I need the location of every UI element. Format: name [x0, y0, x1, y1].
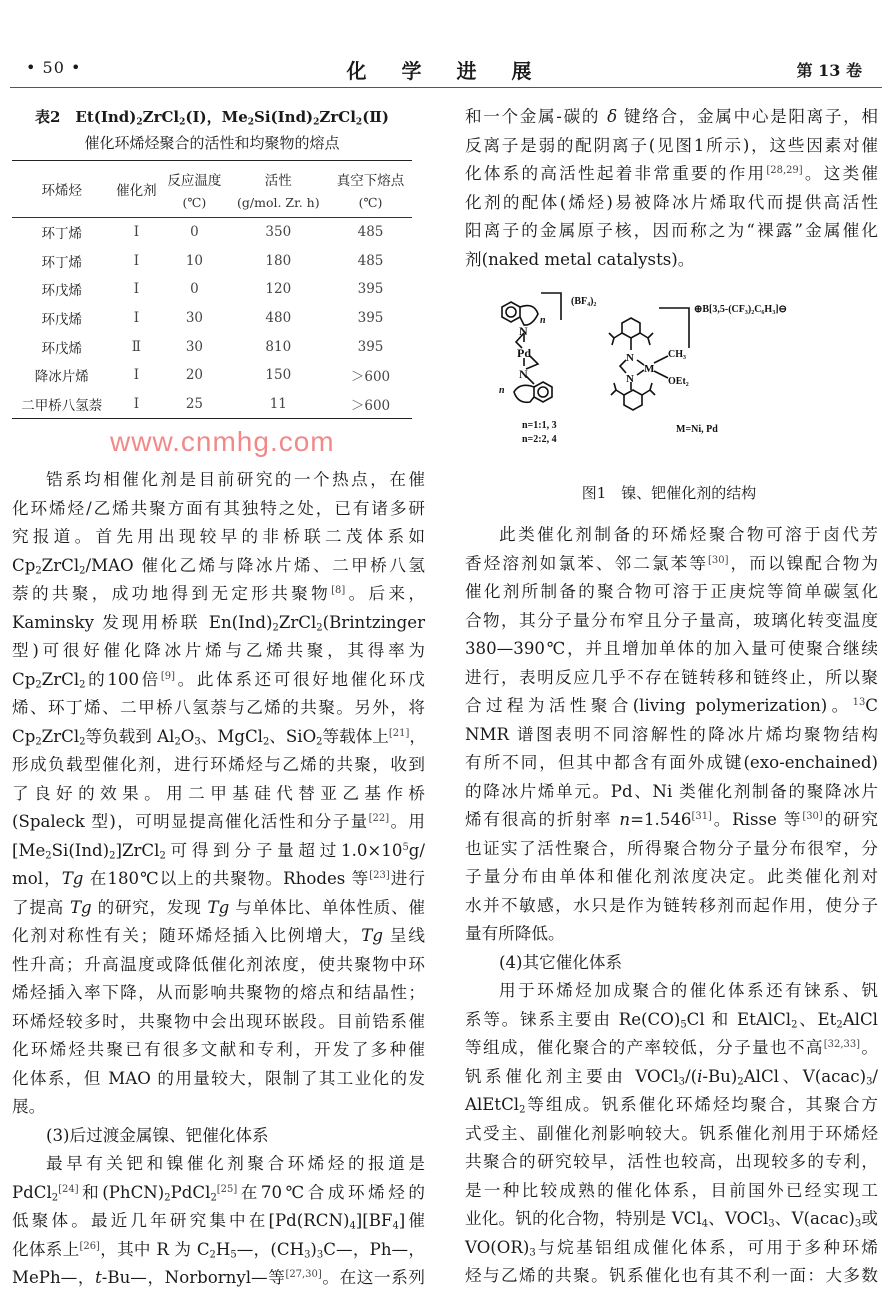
text-line: 反离子是弱的配阴离子(见图1所示)，这些因素对催	[465, 135, 878, 155]
table-row	[12, 390, 412, 419]
text-line: 烃与乙烯的共聚。钒系催化也有其不利一面：大多数	[465, 1266, 878, 1285]
table-cell: 395	[357, 338, 384, 355]
legend-n1: n=1:1, 3	[522, 420, 557, 431]
text-line: 此类催化剂制备的环烯烃聚合物可溶于卤代芳	[499, 525, 878, 544]
text-line: 究报道。首先用出现较早的非桥联二茂体系如	[12, 527, 425, 546]
column-unit: (g/mol. Zr. h)	[237, 194, 320, 210]
text-line: 阳离子的金属原子核，因而称之为“裸露”金属催化	[465, 221, 878, 240]
benzene-ring-upper	[502, 302, 520, 322]
table-row	[12, 361, 412, 390]
text-line: 进行，表明反应几乎不存在链转移和链终止，所以聚	[465, 667, 878, 687]
text-line: 性升高；升高温度或降低催化剂浓度，使共聚物中环	[12, 954, 425, 974]
text-line: 剂(naked metal catalysts)。	[465, 249, 695, 269]
text-line: (Spaleck 型)，可明显提高催化活性和分子量[22]。用	[12, 812, 425, 831]
table-cell: Ⅱ	[131, 338, 141, 355]
column-label: 环烯烃	[41, 183, 82, 199]
table-cell: 环戊烯	[41, 283, 82, 300]
text-line: 的降冰片烯单元。Pd、Ni 类催化剂制备的聚降冰片	[465, 781, 878, 801]
table-cell: 降冰片烯	[34, 369, 89, 386]
text-line: MePh—，t-Bu—，Norbornyl—等[27,30]。在这一系列	[12, 1268, 426, 1287]
table-cell: 120	[265, 281, 292, 298]
text-line: 化剂对称性有关；随环烯烃插入比例增大，Tg 呈线	[12, 926, 426, 945]
column-header	[112, 161, 162, 218]
text-line: 业化。钒的化合物，特别是 VCl$_4$、VOCl$_3$、$V(acac)_3$或	[465, 1209, 879, 1230]
text-line: 和一个金属-碳的 δ 键络合，金属中心是阳离子，相	[465, 107, 878, 126]
text-line: $[Me_2Si(Ind)_2]ZrCl_2$可得到分子量超过$1.0\times 10^5g/$	[12, 840, 425, 861]
table-cell: Ⅰ	[133, 281, 140, 298]
table-cell: ＞600	[350, 397, 391, 414]
column-label: 活性	[264, 172, 292, 189]
table-cell: 环丁烯	[41, 254, 82, 271]
text-line: 烯、环丁烯、二甲桥八氢萘与乙烯的共聚。另外，将	[12, 698, 425, 717]
table-cell: Ⅰ	[133, 395, 140, 412]
benzene-ring-lower	[534, 382, 552, 402]
table-cell: 20	[185, 367, 203, 384]
table-cell: 0	[190, 281, 199, 298]
n-upper-label: n	[540, 315, 546, 326]
column-label: 催化剂	[116, 183, 157, 199]
table-cell: 环丁烯	[41, 226, 82, 243]
bracket-right	[659, 308, 689, 348]
text-line: 催化剂所制备的聚合物可溶于正庚烷等简单碳氢化	[465, 582, 878, 601]
text-line: 钒系催化剂主要由 $VOCl_3/(i-Bu)_2AlCl$、$V(acac)_3/$	[465, 1066, 878, 1087]
table-cell: 环戊烯	[41, 311, 82, 328]
column-header	[329, 161, 412, 218]
text-line: 化体系的高活性起着非常重要的作用[28,29]。这类催	[465, 164, 879, 183]
text-line: $VO(OR)_3$与烷基铝组成催化体系，可用于多种环烯	[465, 1237, 878, 1258]
table-cell: 25	[185, 395, 203, 412]
column-label: 真空下熔点	[336, 172, 405, 189]
text-line: 型)可很好催化降冰片烯与乙烯共聚，其得率为	[12, 641, 425, 660]
table-cell: 环戊烯	[41, 340, 82, 357]
five-ring-lower	[514, 385, 534, 402]
right-column-text-bottom	[465, 521, 878, 1291]
text-line: mol，Tg 在180℃以上的共聚物。Rhodes 等[23]进行	[12, 869, 425, 888]
page-number: • 50 •	[26, 58, 82, 77]
table-row	[12, 304, 412, 333]
column-unit: (℃)	[358, 194, 383, 210]
atom-pd: Pd	[517, 346, 532, 360]
table-cell: 30	[185, 309, 203, 326]
table-cell: Ⅰ	[133, 252, 140, 269]
figure-caption: 图1 镍、钯催化剂的结构	[581, 484, 757, 502]
text-line: 量有所降低。	[465, 924, 565, 943]
data-table	[12, 160, 412, 419]
table-cell: 10	[185, 252, 203, 269]
left-column-text	[12, 466, 425, 1293]
table-row	[12, 332, 412, 361]
atom-n-top: N	[626, 352, 634, 364]
atom-m: M	[644, 363, 655, 375]
text-line: 水并不敏感，水只是作为链转移剂而起作用，使分子	[465, 895, 878, 915]
column-header	[161, 161, 227, 218]
table-cell: Ⅰ	[133, 367, 140, 384]
text-line: 香烃溶剂如氯苯、邻二氯苯等[30]，而以镍配合物为	[465, 553, 879, 573]
table-cell: 485	[357, 252, 384, 269]
text-line: $Cp_2ZrCl_2$/MAO 催化乙烯与降冰片烯、二甲桥八氢	[12, 555, 425, 576]
table-row	[12, 275, 412, 304]
column-header	[12, 161, 112, 218]
text-line: 等组成，催化聚合的产率较低，分子量也不高[32,33]。	[465, 1038, 879, 1057]
text-line: 烯烃插入率下降，从而影响共聚物的熔点和结晶性；	[12, 983, 425, 1002]
ligand-ch3: CH₃	[668, 349, 686, 360]
text-line: 化体系，但 MAO 的用量较大，限制了其工业化的发	[12, 1068, 425, 1088]
column-header	[228, 161, 329, 218]
legend-metal: M=Ni, Pd	[676, 424, 718, 435]
text-line: 380—390℃，并且增加单体的加入量可使聚合继续	[465, 639, 878, 658]
text-line: 也证实了活性聚合，所得聚合物分子量分布很窄，分	[465, 838, 878, 858]
table-title-line-1: 表2 $Et(Ind)_2ZrCl_2(Ⅰ)$，$Me_2Si(Ind)_2ZrCl_2(Ⅱ)$	[34, 108, 390, 128]
table-cell: 11	[269, 395, 287, 412]
aryl-ring-upper	[622, 318, 640, 338]
table-caption	[12, 104, 412, 156]
ligand-oet2: OEt₂	[668, 376, 689, 387]
table-cell: Ⅰ	[133, 309, 140, 326]
text-line: 展。	[12, 1097, 46, 1116]
table-cell: 350	[265, 224, 292, 241]
atom-n-lower: N	[519, 367, 528, 381]
table-row	[12, 218, 412, 247]
atom-n-bottom: N	[626, 373, 634, 385]
table-cell: Ⅰ	[133, 224, 140, 241]
text-line: 形成负载型催化剂，进行环烯烃与乙烯的共聚，收到	[12, 755, 425, 774]
legend-n2: n=2:2, 4	[522, 434, 557, 445]
text-line: 环烯烃较多时，共聚物中会出现环嵌段。目前锆系催	[12, 1011, 425, 1031]
section-heading: (4)其它催化体系	[499, 952, 623, 972]
text-line: 子量分布由单体和催化剂浓度决定。此类催化剂对	[465, 867, 878, 886]
text-line: 化剂的配体(烯烃)易被降冰片烯取代而提供高活性	[465, 192, 878, 212]
table-cell: 485	[357, 224, 384, 241]
counter-ion-bf4: (BF₄)₂	[571, 296, 597, 307]
text-line: 共聚合的研究较早，活性也较高，出现较多的专利，	[465, 1152, 878, 1171]
section-heading: (3)后过渡金属镍、钯催化体系	[46, 1125, 269, 1145]
table-cell: 395	[357, 281, 384, 298]
text-line: Kaminsky 发现用桥联 $En(Ind)_2ZrCl_2(Brintzinger$	[12, 612, 425, 633]
table-cell: 30	[185, 338, 203, 355]
column-label: 反应温度	[167, 172, 222, 189]
text-line: 萘的共聚，成功地得到无定形共聚物[8]。后来，	[12, 584, 426, 603]
five-ring-upper	[520, 306, 538, 326]
text-line: 化环烯烃/乙烯共聚方面有其独特之处，已有诸多研	[12, 498, 425, 518]
table-cell: 0	[190, 224, 199, 241]
text-line: 了提高 Tg 的研究，发现 Tg 与单体比、单体性质、催	[12, 897, 425, 917]
table-cell: 二甲桥八氢萘	[21, 397, 103, 414]
figure-catalyst-structures	[446, 280, 892, 450]
text-line: 式受主、副催化剂影响较大。钒系催化剂用于环烯烃	[465, 1123, 878, 1143]
atom-n-upper: N	[519, 324, 528, 338]
volume-label: 第 13 卷	[796, 61, 862, 80]
n-lower-label: n	[499, 385, 505, 396]
right-column-text-top	[465, 103, 878, 274]
table-cell: 180	[265, 252, 292, 269]
journal-title: 化 学 进 展	[346, 59, 546, 83]
table-row	[12, 246, 412, 275]
text-line: 是一种比较成熟的催化体系，目前国外已经实现工	[465, 1180, 878, 1200]
text-line: 低聚体。最近几年研究集中在$[Pd(RCN)_4][BF_4]$催	[12, 1211, 425, 1232]
watermark: www.cnmhg.com	[110, 426, 335, 457]
text-line: $Cp_2ZrCl_2$等负载到 $Al_2O_3$、MgCl$_2$、SiO$_2$等载体上[21]，	[12, 726, 426, 747]
text-line: 用于环烯烃加成聚合的催化体系还有铼系、钒	[499, 981, 878, 1000]
text-line: 有所不同，但其中都含有面外成键(exo-enchained)	[465, 753, 878, 772]
text-line: 最早有关钯和镍催化剂聚合环烯烃的报道是	[46, 1154, 425, 1173]
column-unit: (℃)	[182, 194, 207, 210]
counter-ion-borate: ⊕B[3,5-(CF₃)₂C₆H₃]⊖	[694, 304, 787, 315]
header-rule	[10, 87, 882, 88]
text-line: 锆系均相催化剂是目前研究的一个热点，在催	[46, 470, 425, 489]
text-line: $Cp_2ZrCl_2$的100倍[9]。此体系还可很好地催化环戊	[12, 669, 425, 690]
text-line: 了良好的效果。用二甲基硅代替亚乙基作桥	[12, 783, 425, 803]
text-line: 合物，其分子量分布窄且分子量高，玻璃化转变温度	[465, 610, 878, 630]
table-title-line-2: 催化环烯烃聚合的活性和均聚物的熔点	[84, 134, 340, 152]
table-cell: 480	[265, 309, 292, 326]
text-line: 系等。铼系主要由 $Re(CO)_5Cl$ 和 EtAlCl$_2$、$Et_2AlCl$	[465, 1009, 878, 1030]
text-line: AlEtCl$_2$等组成。钒系催化环烯烃均聚合，其聚合方	[465, 1095, 878, 1116]
table-cell: 150	[265, 367, 292, 384]
text-line: 合过程为活性聚合(living polymerization)。$^{13}$C	[465, 696, 878, 715]
table-cell: 395	[357, 309, 384, 326]
text-line: NMR 谱图表明不同溶解性的降冰片烯均聚物结构	[465, 724, 878, 744]
text-line: 化环烯烃共聚已有很多文献和专利，开发了多种催	[12, 1040, 425, 1059]
table-header-row	[12, 161, 412, 218]
table-cell: ＞600	[350, 369, 391, 386]
table-cell: 810	[265, 338, 292, 355]
text-line: 化体系上[26]，其中 R 为 $C_2H_5—$，$(CH_3)_3C—$，Ph—，	[12, 1239, 425, 1260]
aryl-ring-lower	[624, 390, 642, 410]
text-line: PdCl$_2$[24]和$(PhCN)_2PdCl_2[25]$在70℃合成环烯烃的	[12, 1182, 425, 1203]
text-line: 烯有很高的折射率 n=1.546[31]。Risse 等[30]的研究	[465, 810, 878, 829]
